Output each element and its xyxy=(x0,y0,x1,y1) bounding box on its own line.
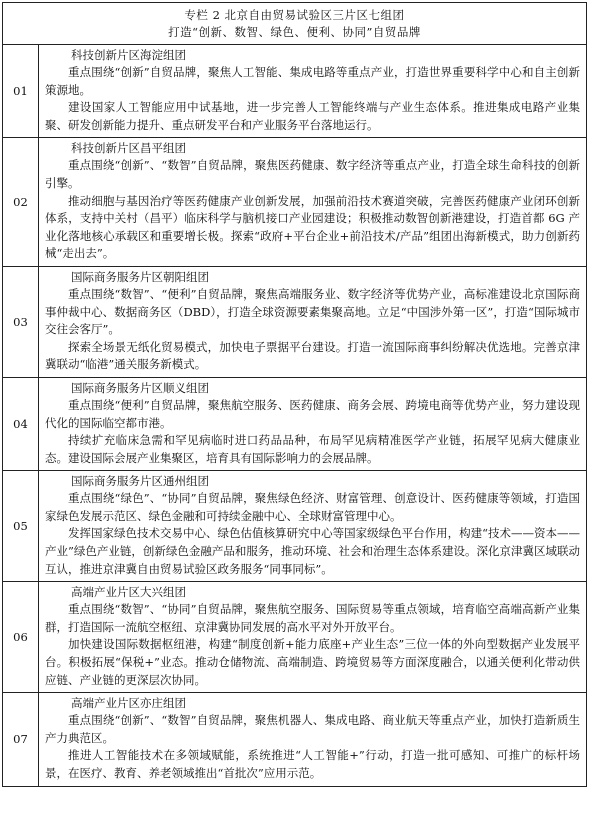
cluster-paragraph: 重点围绕“创新”、“数智”自贸品牌，聚焦机器人、集成电路、商业航天等重点产业，加快打造新质生产力典范区。 xyxy=(45,713,580,745)
row-content xyxy=(39,138,587,267)
row-content xyxy=(39,266,587,377)
cluster-paragraph: 重点围绕“数智”、“便利”自贸品牌，聚焦高端服务业、数字经济等优势产业，高标准建设北京国际商事仲裁中心、数据商务区（DBD），打造全球资源要素集聚高地。立足“中国涉外第一区”，打造“国际城市交往会客厅”。 xyxy=(45,286,580,337)
cluster-paragraph: 持续扩充临床急需和罕见病临时进口药品品种，布局罕见病精准医学产业链，拓展罕见病大健康业态。建设国际会展产业集聚区，培育具有国际影响力的会展品牌。 xyxy=(45,433,580,465)
zone-row xyxy=(3,693,587,786)
cluster-paragraph: 探索全场景无纸化贸易模式，加快电子票据平台建设。打造一流国际商事纠纷解决优选地。完善京津冀联动“临港”通关服务新模式。 xyxy=(45,339,580,372)
cluster-paragraph: 推动细胞与基因治疗等医药健康产业创新发展，加强前沿技术赛道突破，完善医药健康产业闭环创新体系，支持中关村（昌平）临床科学与脑机接口产业园建设；积极推动数智创新港建设，打造首都 6G 产业化落地核心承载区和重要增长极。探索“政府+平台企业+前沿技术/产品”组团出海新模式，助力创新药械“走出去”。 xyxy=(45,193,580,261)
row-content xyxy=(39,471,587,582)
cluster-heading: 国际商务服务片区朝阳组团 xyxy=(71,269,209,284)
row-number: 01 xyxy=(3,45,39,138)
cluster-paragraph: 重点围绕“创新”、“数智”自贸品牌，聚焦医药健康、数字经济等重点产业，打造全球生命科技的创新引擎。 xyxy=(45,158,580,190)
cluster-paragraph: 重点围绕“便利”自贸品牌，聚焦航空服务、医药健康、商务会展、跨境电商等优势产业，努力建设现代化的国际临空都市港。 xyxy=(45,397,580,430)
row-number: 02 xyxy=(3,138,39,267)
zone-row xyxy=(3,45,587,138)
cluster-paragraph: 加快建设国际数据枢纽港，构建“制度创新+能力底座+产业生态”三位一体的外向型数据产业发展平台。积极拓展“保税+”业态。推动仓储物流、高端制造、跨境贸易等方面深度融合，以通关便利化带动供应链、产业链的更深层次协同。 xyxy=(45,637,580,687)
zone-row xyxy=(3,138,587,267)
zone-row xyxy=(3,377,587,470)
column-title: 专栏 2 北京自由贸易试验区三片区七组团 xyxy=(184,8,405,22)
cluster-heading: 国际商务服务片区通州组团 xyxy=(71,474,209,489)
cluster-paragraph: 发挥国家绿色技术交易中心、绿色估值核算研究中心等国家级绿色平台作用，构建“技术——资本——产业”绿色产业链，创新绿色金融产品和服务，推动环境、社会和治理生态体系建设。深化京津冀区域联动互认，推进京津冀自由贸易试验区政务服务“同事同标”。 xyxy=(45,526,580,576)
row-content xyxy=(39,582,587,693)
row-content xyxy=(39,377,587,470)
row-number: 03 xyxy=(3,266,39,377)
cluster-heading: 科技创新片区海淀组团 xyxy=(71,48,186,62)
cluster-heading: 国际商务服务片区顺义组团 xyxy=(71,380,209,395)
cluster-paragraph: 重点围绕“绿色”、“协同”自贸品牌，聚焦绿色经济、财富管理、创意设计、医药健康等领域，打造国家绿色发展示范区、绿色金融和可持续金融中心、全球财富管理中心。 xyxy=(45,491,580,523)
zone-row xyxy=(3,582,587,693)
row-number: 05 xyxy=(3,471,39,582)
cluster-paragraph: 建设国家人工智能应用中试基地，进一步完善人工智能终端与产业生态体系。推进集成电路产业集聚、研发创新能力提升、重点研发平台和产业服务平台落地运行。 xyxy=(45,100,580,132)
title-row xyxy=(3,3,587,45)
zone-row xyxy=(3,471,587,582)
row-content xyxy=(39,693,587,786)
cluster-heading: 高端产业片区亦庄组团 xyxy=(71,696,186,711)
zone-row xyxy=(3,266,587,377)
cluster-paragraph: 重点围绕“数智”、“协同”自贸品牌，聚焦航空服务、国际贸易等重点领域，培育临空高端高新产业集群，打造国际一流航空枢纽、京津冀协同发展的高水平对外开放平台。 xyxy=(45,602,580,634)
cluster-paragraph: 重点围绕“创新”自贸品牌，聚焦人工智能、集成电路等重点产业，打造世界重要科学中心和自主创新策源地。 xyxy=(45,65,580,97)
special-column-table xyxy=(2,2,587,787)
title-cell xyxy=(3,3,587,45)
cluster-heading: 高端产业片区大兴组团 xyxy=(71,585,186,600)
row-number: 07 xyxy=(3,693,39,786)
column-subtitle: 打造“创新、数智、绿色、便利、协同”自贸品牌 xyxy=(168,25,421,39)
cluster-paragraph: 推进人工智能技术在多领域赋能，系统推进“人工智能+”行动，打造一批可感知、可推广的标杆场景，在医疗、教育、养老领域推出“首批次”应用示范。 xyxy=(45,748,580,780)
row-content xyxy=(39,45,587,138)
cluster-heading: 科技创新片区昌平组团 xyxy=(71,141,186,156)
row-number: 06 xyxy=(3,582,39,693)
special-column-document xyxy=(2,2,587,787)
row-number: 04 xyxy=(3,377,39,470)
